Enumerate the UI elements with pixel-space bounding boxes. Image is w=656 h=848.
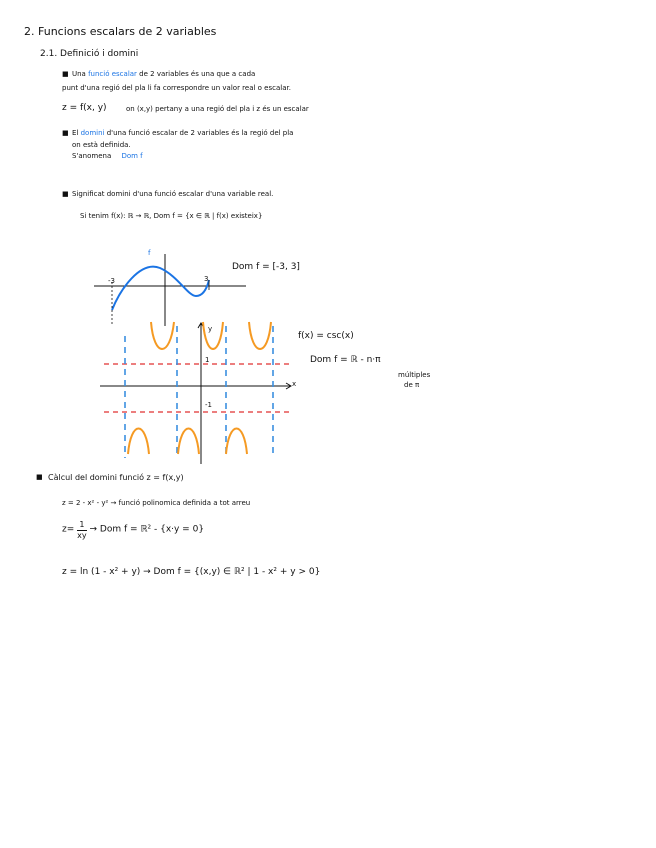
meaning-bullet: ■ bbox=[62, 190, 69, 198]
domain-line-2: on està definida. bbox=[72, 141, 131, 149]
calc-case-2 bbox=[62, 520, 204, 540]
domain-line-1-pre: El bbox=[72, 129, 79, 137]
graph2-domain: Dom f = ℝ - n·π bbox=[310, 355, 381, 365]
graph-cosecant bbox=[98, 318, 298, 468]
graph1-tick-left: -3 bbox=[108, 277, 115, 285]
highlight-dom-f: Dom f bbox=[121, 152, 143, 160]
definition-line-2: punt d'una regió del pla li fa correspondre un valor real o escalar. bbox=[62, 84, 291, 92]
graph2-axis-x: x bbox=[292, 380, 297, 388]
graph1-tick-right: 3 bbox=[204, 275, 209, 283]
calc-title: Càlcul del domini funció z = f(x,y) bbox=[48, 473, 184, 482]
domain-bullet: ■ bbox=[62, 129, 69, 137]
calc-case-2-lhs: z= bbox=[62, 524, 75, 535]
highlight-funcio-escalar: funció escalar bbox=[88, 70, 137, 78]
graph1-label-f: f bbox=[148, 249, 151, 257]
meaning-line-1: Significat domini d'una funció escalar d'una variable real. bbox=[72, 190, 274, 198]
definition-line-1-pre: Una bbox=[72, 70, 86, 78]
definition-bullet: ■ bbox=[62, 70, 69, 78]
definition-formula-note: on (x,y) pertany a una regió del pla i z és un escalar bbox=[126, 105, 309, 113]
definition-line-1-post: de 2 variables és una que a cada bbox=[139, 70, 256, 78]
graph2-note-2: de π bbox=[404, 381, 420, 389]
graph2-function: f(x) = csc(x) bbox=[298, 331, 354, 341]
calc-case-2-den: xy bbox=[77, 530, 87, 540]
calc-case-2-rest: → Dom f = ℝ² - {x·y = 0} bbox=[89, 524, 205, 535]
calc-bullet: ■ bbox=[36, 473, 43, 481]
calc-case-3: z = ln (1 - x² + y) → Dom f = {(x,y) ∈ ℝ² | 1 - x² + y > 0} bbox=[62, 567, 321, 577]
graph1-domain: Dom f = [-3, 3] bbox=[232, 262, 300, 272]
definition-line-1 bbox=[72, 71, 255, 78]
domain-line-1 bbox=[72, 130, 293, 137]
graph2-tick-minus1: -1 bbox=[205, 401, 212, 409]
calc-case-1: z = 2 - x² - y² → funció polinomica definida a tot arreu bbox=[62, 499, 251, 507]
definition-formula: z = f(x, y) bbox=[62, 103, 107, 113]
calc-case-2-fraction bbox=[77, 520, 86, 540]
domain-line-3 bbox=[72, 153, 143, 160]
highlight-domini: domini bbox=[80, 129, 105, 137]
graph2-tick-1: 1 bbox=[205, 356, 210, 364]
section-title: 2. Funcions escalars de 2 variables bbox=[24, 25, 217, 38]
domain-line-3-pre: S'anomena bbox=[72, 152, 112, 160]
domain-line-1-post: d'una funció escalar de 2 variables és la regió del pla bbox=[106, 129, 294, 137]
meaning-line-2: Si tenim f(x): ℝ → ℝ, Dom f = {x ∈ ℝ | f(x) existeix} bbox=[80, 212, 263, 220]
graph2-axis-y: y bbox=[208, 325, 213, 333]
graph2-note-1: múltiples bbox=[398, 371, 431, 379]
calc-case-2-num: 1 bbox=[77, 520, 86, 531]
subsection-title: 2.1. Definició i domini bbox=[40, 49, 139, 59]
